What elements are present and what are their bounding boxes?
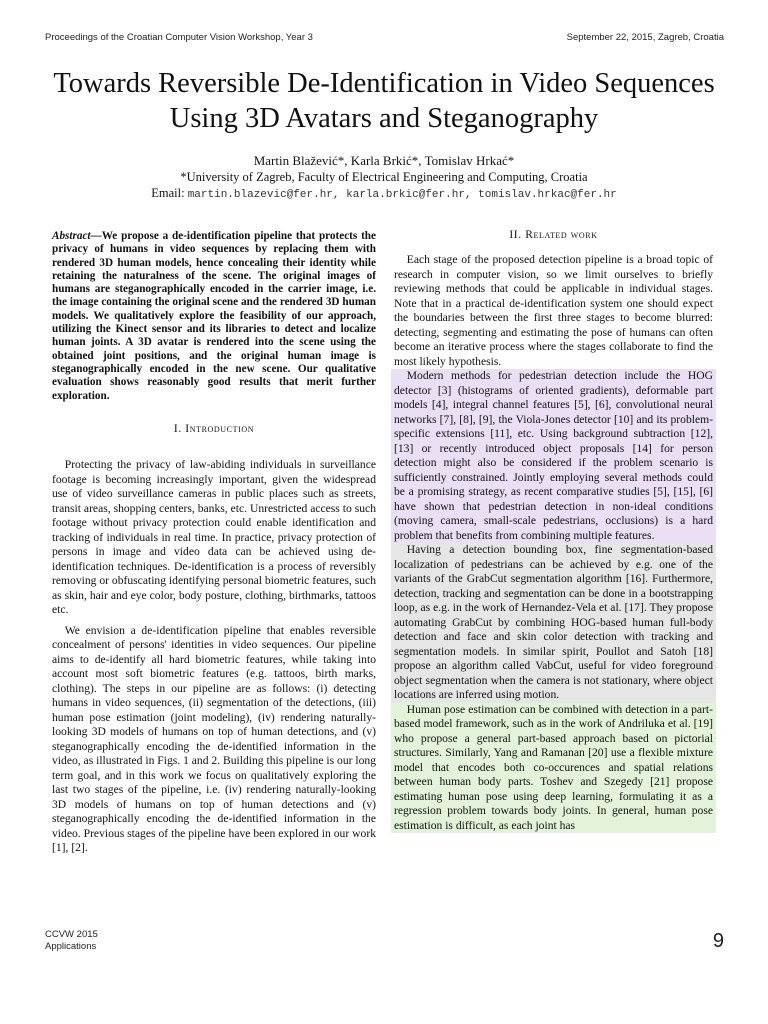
paper-emails [40, 185, 728, 203]
email-addresses: martin.blazevic@fer.hr, karla.brkic@fer.hr, tomislav.hrkac@fer.hr [187, 189, 617, 201]
footer-venue-name: CCVW 2015 [45, 929, 98, 940]
running-header-left: Proceedings of the Croatian Computer Vision Workshop, Year 3 [45, 32, 313, 43]
footer-venue [45, 929, 98, 953]
paragraph: Each stage of the proposed detection pipeline is a broad topic of research in computer vision, so we limit ourselves to briefly reviewing methods that could be applicable in individual stages. Note that in a practical de-identification system one should expect the boundaries between the first three stages to become blurred: detecting, segmenting and estimating the pose of humans can often become an iterative process where the stages collaborate to find the most likely hypothesis. [394, 253, 713, 368]
introduction-body [52, 458, 376, 856]
footer-track: Applications [45, 941, 97, 952]
section-heading-related-work [391, 229, 716, 241]
paper-authors: Martin Blažević*, Karla Brkić*, Tomislav Hrkać* [253, 153, 515, 168]
abstract [52, 230, 376, 403]
highlighted-paragraph-segmentation: Having a detection bounding box, fine segmentation-based localization of pedestrians can be achieved by e.g. one of the variants of the GrabCut segmentation algorithm [16]. Furthermore, detection, tracking and segmentation can be done in a bootstrapping loop, as e.g. in the work of Hernandez-Vela et al. [17]. They propose automating GrabCut by combining HOG-based human full-body detection and face and skin color detection with tracking and segmentation models. In similar spirit, Poullot and Satoh [18] propose an algorithm called VabCut, useful for video foreground object segmentation when the camera is not stationary, where object locations are inferred using motion. [391, 543, 716, 703]
paper-affiliation: *University of Zagreb, Faculty of Electrical Engineering and Computing, Croatia [180, 170, 588, 184]
highlighted-paragraph-pose-estimation: Human pose estimation can be combined with detection in a part-based model framework, such as in the work of Andriluka et al. [19] who propose a general part-based approach based on pictorial structures. Similarly, Yang and Ramanan [20] use a flexible mixture model that encodes both co-occurences and spatial relations between human body parts. Toshev and Szegedy [21] propose estimating human pose using deep learning, formulating it as a regression problem towards body joints. In general, human pose estimation is difficult, as each joint has [391, 703, 716, 834]
highlighted-paragraph-detection: Modern methods for pedestrian detection include the HOG detector [3] (histograms of oriented gradients), deformable part models [4], integral channel features [5], [6], convolutional neural networks [7], [8], [9], the Viola-Jones detector [10] and its problem-specific extensions [11], etc. Using background subtraction [12], [13] or recently introduced object proposals [14] for person detection might also be considered if the problem scenario is sufficiently constrained. Jointly employing several methods could be a promising strategy, as recent comparative studies [5], [15], [6] have shown that pedestrian detection in non-ideal conditions (moving camera, small-scale pedestrians, occlusions) is a hard problem that benefits from combining multiple features. [391, 369, 716, 543]
abstract-text: —We propose a de-identification pipeline that protects the privacy of humans in video sequences by replacing them with rendered 3D human models, hence concealing their identity while retaining the naturalness of the scene. The original images of humans are steganographically encoded in the carrier image, i.e. the image containing the original scene and the rendered 3D human models. We qualitatively explore the feasibility of our approach, utilizing the Kinect sensor and its libraries to detect and localize human joints. A 3D avatar is rendered into the scene using the obtained joint positions, and the original human image is steganographically encoded in the new scene. Our qualitative evaluation shows reasonably good results that merit further exploration. [52, 230, 376, 402]
abstract-label: Abstract [52, 230, 91, 242]
running-header-right: September 22, 2015, Zagreb, Croatia [566, 32, 724, 43]
page-number: 9 [712, 930, 724, 952]
related-work-body [391, 253, 716, 833]
email-label: Email: [151, 186, 185, 200]
section-number: II. [509, 229, 522, 241]
paragraph: We envision a de-identification pipeline that enables reversible concealment of persons' identities in video sequences. Our pipeline aims to de-identify all hard biometric features, while taking into account most soft biometric features (e.g. tattoos, birth marks, clothing). The steps in our pipeline are as follows: (i) detecting humans in video sequences, (ii) segmentation of the detections, (iii) human pose estimation (joint modeling), (iv) rendering naturally-looking 3D models of humans on top of human detections, and (v) steganographically encoding the de-identified information in the video, as illustrated in Figs. 1 and 2. Building this pipeline is our long term goal, and in this work we focus on qualitatively exploring the last two stages of the pipeline, i.e. (iv) rendering naturally-looking 3D models of humans on top of human detections and (v) steganographically encoding the de-identified information in the video. Previous stages of the pipeline have been explored in our work [1], [2]. [52, 623, 376, 854]
section-title: Related work [525, 229, 598, 241]
section-number: I. [173, 423, 182, 435]
paragraph: Protecting the privacy of law-abiding individuals in surveillance footage is becoming increasingly important, given the widespread use of video surveillance cameras in public places such as streets, transit areas, shopping centers, banks, etc. Unrestricted access to such footage without privacy protection could enable identification and tracking of individuals in real time. In practice, privacy protection of persons in image and video data can be achieved using de-identification techniques. De-identification is a process of reversibly removing or obfuscating identifying personal biometric features, such as skin, hair and eye color, body posture, clothing, birthmarks, tattoos etc. [52, 458, 376, 616]
section-heading-introduction [52, 423, 376, 435]
section-title: Introduction [185, 423, 255, 435]
paper-title: Towards Reversible De-Identification in Video Sequences Using 3D Avatars and Steganography [53, 68, 715, 134]
